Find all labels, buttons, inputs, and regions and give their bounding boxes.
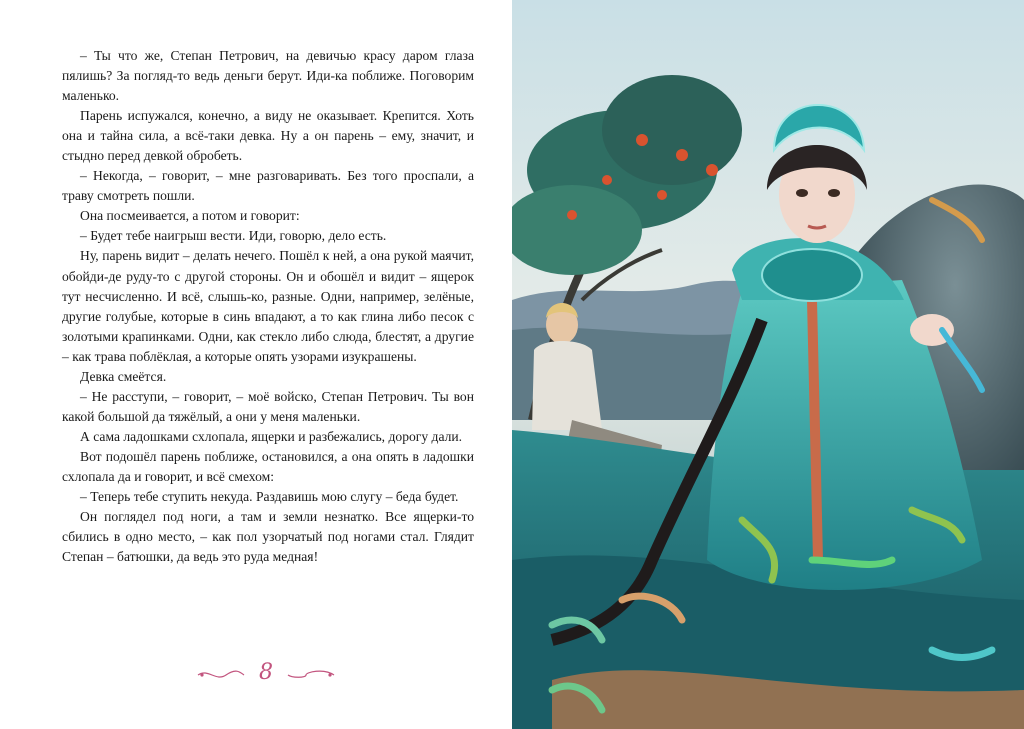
paragraph: Ну, парень видит – делать нечего. Пошёл к ней, а она рукой маячит, обойди-де руду-то с другой стороны. Он и обошёл и видит – ящерок тут несчисленно. И всё, слышь-ко, разные. Одни, например, зелёные, другие голубые, которые в синь впадают, а то как глина либо песок с золотыми крапинками. Одни, как стекло либо слюда, блестят, а другие – как трава поблёклая, а которые опять узорами изукрашены.	[62, 248, 474, 364]
illustration-page	[512, 0, 1024, 729]
paragraph: – Ты что же, Степан Петрович, на девичью красу даром глаза пялишь? За погляд-то ведь деньги берут. Иди-ка поближе. Поговорим маленько.	[62, 48, 474, 104]
paragraph: – Некогда, – говорит, – мне разговаривать. Без того проспали, а траву смотреть пошли.	[62, 168, 474, 204]
paragraph: – Не расступи, – говорит, – моё войско, Степан Петрович. Ты вон какой большой да тяжёлый, а они у меня маленьки.	[62, 388, 474, 424]
paragraph: А сама ладошками схлопала, ящерки и разбежались, дорогу дали.	[80, 428, 463, 444]
page-number: 8	[259, 660, 273, 685]
text-block	[62, 46, 474, 567]
paragraph: – Будет тебе наигрыш вести. Иди, говорю, дело есть.	[80, 228, 387, 244]
paragraph: – Теперь тебе ступить некуда. Раздавишь мою слугу – беда будет.	[80, 489, 459, 505]
paragraph: Парень испужался, конечно, а виду не оказывает. Крепится. Хоть она и тайна сила, а всё-таки девка. Ну а он парень – ему, значит, и стыдно перед девкой обробеть.	[62, 108, 474, 164]
folio-right-ornament-icon	[286, 666, 336, 684]
page-number-folio	[196, 660, 336, 690]
folio-left-ornament-icon	[196, 666, 246, 684]
illustration-mistress-of-copper-mountain-icon	[512, 0, 1024, 729]
paragraph: Она посмеивается, а потом и говорит:	[80, 208, 300, 224]
paragraph: Вот подошёл парень поближе, остановился, а она опять в ладошки схлопала да и говорит, и всё смехом:	[62, 448, 474, 484]
paragraph: Девка смеётся.	[80, 368, 167, 384]
paragraph: Он поглядел под ноги, а там и земли незнатко. Все ящерки-то сбились в одно место, – как пол узорчатый под ногами стал. Глядит Степан – батюшки, да ведь это руда медная!	[62, 509, 474, 565]
